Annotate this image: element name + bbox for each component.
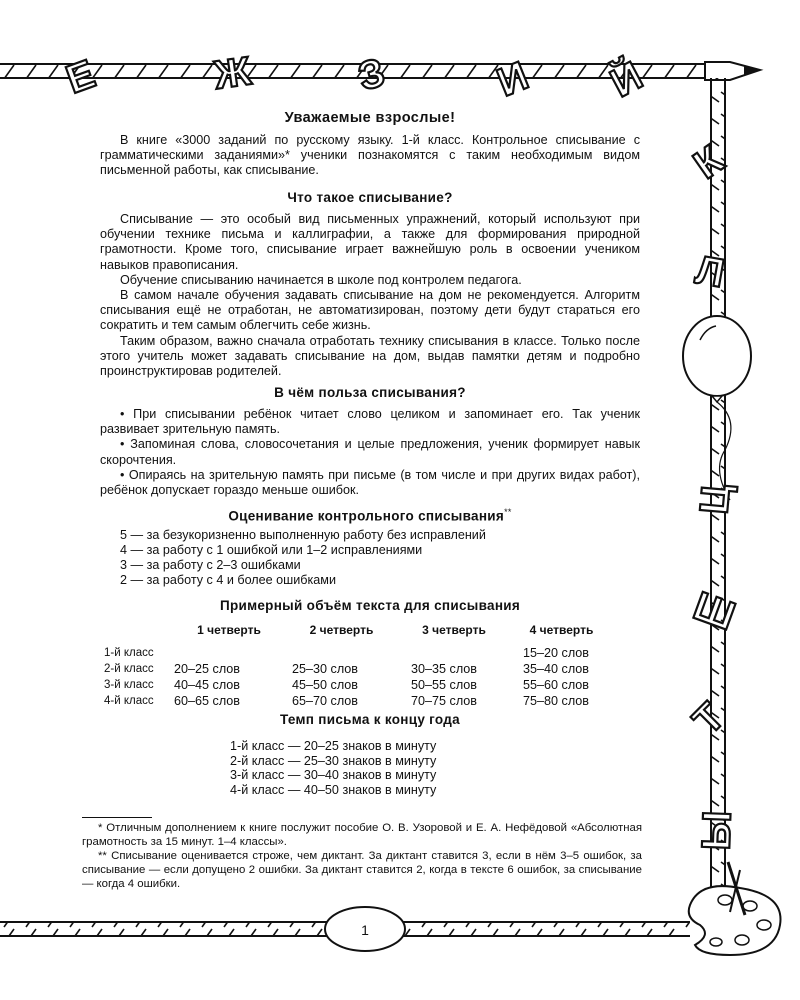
- border-letter: З: [353, 50, 390, 100]
- table-row: [104, 677, 614, 693]
- table-header-row: [104, 623, 614, 645]
- grade-item: 3 — за работу с 2–3 ошибками: [120, 558, 301, 572]
- column-header: 4 четверть: [529, 623, 594, 637]
- tempo-list: [230, 739, 436, 797]
- border-letter: Ц: [692, 482, 739, 516]
- section1-paragraph: Таким образом, важно сначала отработать технику списывания в классе. Только после этого учитель может задавать списывание на дом, выдав памятки детям и подробно проинструктировав родителей.: [100, 333, 640, 379]
- table-cell: 40–45 слов: [174, 678, 241, 692]
- tempo-item: 2-й класс — 25–30 знаков в минуту: [230, 753, 437, 768]
- column-header: 1 четверть: [197, 623, 261, 637]
- table-cell: 55–60 слов: [523, 678, 590, 692]
- section1-paragraph: Списывание — это особый вид письменных упражнений, который используют при обучении технике письма и каллиграфии, а также для формирования природной грамотности. Кроме того, списывание играет важнейшую роль в освоении учеником навыков правописания.: [100, 212, 640, 272]
- grades-list: [120, 528, 486, 588]
- section-heading-benefit: В чём польза списывания?: [274, 385, 466, 400]
- column-header: 3 четверть: [422, 623, 486, 637]
- section1-paragraph: Обучение списыванию начинается в школе под контролем педагога.: [120, 272, 522, 287]
- table-cell: 45–50 слов: [292, 678, 359, 692]
- footnote-separator: [82, 817, 152, 818]
- grade-item: 4 — за работу с 1 ошибкой или 1–2 исправлениями: [120, 543, 423, 557]
- section-heading-tempo: Темп письма к концу года: [280, 712, 460, 727]
- table-cell: 20–25 слов: [174, 662, 241, 676]
- table-cell: [174, 645, 284, 661]
- tempo-item: 1-й класс — 20–25 знаков в минуту: [230, 739, 437, 753]
- volume-table: [104, 623, 614, 709]
- row-label: 2-й класс: [104, 663, 154, 675]
- table-cell: 15–20 слов: [523, 646, 590, 660]
- grade-item: 5 — за безукоризненно выполненную работу без исправлений: [120, 528, 486, 542]
- page-title: Уважаемые взрослые!: [284, 110, 456, 126]
- table-cell: 50–55 слов: [411, 678, 478, 692]
- benefit-bullet: • Опираясь на зрительную память при письме (в том числе и при других видах работ), ребёнок допускает гораздо меньше ошибок.: [100, 467, 640, 498]
- table-cell: 30–35 слов: [411, 662, 478, 676]
- table-cell: [284, 645, 399, 661]
- section1-paragraph: В самом начале обучения задавать списывание на дом не рекомендуется. Алгоритм списывания ещё не отработан, не автоматизирован, поэтому дети будут стараться его сократить и тем самым облегчить себе жизнь.: [100, 288, 640, 333]
- footnote: ** Списывание оценивается строже, чем диктант. За диктант ставится 3, если в нём 3–5 ошибок, за списывание — если допущено 2 ошибки. За диктант ставится 2, когда в тексте 6 ошибок, за списывание — когда 4 ошибки.: [82, 850, 642, 890]
- border-letter: К: [685, 137, 732, 188]
- table-cell: [399, 645, 509, 661]
- table-row: [104, 693, 614, 709]
- top-border-strip: [0, 64, 705, 78]
- pencil-tip-icon: [705, 62, 760, 80]
- grading-heading-text: Оценивание контрольного списывания: [228, 508, 505, 524]
- border-letter: Ж: [211, 49, 254, 98]
- benefit-bullet: • Запоминая слова, словосочетания и целые предложения, ученик формирует навык скорочтения.: [100, 437, 640, 467]
- row-label: 1-й класс: [104, 647, 154, 659]
- footnote: * Отличным дополнением к книге послужит пособие О. В. Узоровой и Е. А. Нефёдовой «Абсолютная грамотность за 15 минут. 1–4 классы».: [82, 822, 642, 848]
- table-cell: 75–80 слов: [523, 694, 590, 708]
- page-number: 1: [361, 922, 369, 938]
- tempo-item: 4-й класс — 40–50 знаков в минуту: [230, 782, 437, 797]
- border-letter: Е: [60, 51, 101, 103]
- section2-body: [100, 407, 640, 498]
- row-label: 4-й класс: [104, 695, 154, 707]
- border-letter: Й: [603, 53, 650, 106]
- border-letter: Т: [684, 694, 734, 744]
- border-letter: Ы: [694, 810, 740, 851]
- intro-block: [100, 133, 640, 179]
- table-cell: 70–75 слов: [411, 694, 478, 708]
- footnotes: [82, 821, 642, 891]
- border-letter: Ш: [687, 583, 741, 639]
- palette-icon: [689, 862, 781, 955]
- row-label: 3-й класс: [104, 679, 154, 691]
- column-header: 2 четверть: [309, 623, 374, 637]
- grade-item: 2 — за работу с 4 и более ошибками: [120, 573, 336, 587]
- border-letter: Л: [692, 247, 728, 297]
- table-row: [104, 645, 614, 661]
- section-heading-grading: [100, 507, 640, 524]
- footnote-mark: **: [504, 507, 512, 517]
- section-heading-volume: Примерный объём текста для списывания: [219, 598, 521, 613]
- table-row: [104, 661, 614, 677]
- section1-body: [100, 212, 640, 379]
- border-letter: И: [491, 53, 535, 106]
- table-cell: 65–70 слов: [292, 694, 359, 708]
- table-cell: 35–40 слов: [523, 662, 590, 676]
- tempo-item: 3-й класс — 30–40 знаков в минуту: [230, 768, 437, 783]
- intro-paragraph: В книге «3000 заданий по русскому языку. 1-й класс. Контрольное списывание с грамматическими заданиями»* ученики познакомятся с таким необходимым видом письменной работы, как списывание.: [100, 133, 640, 178]
- benefit-bullet: • При списывании ребёнок читает слово целиком и запоминает его. Так ученик развивает зрительную память.: [100, 407, 640, 437]
- table-cell: 25–30 слов: [292, 662, 359, 676]
- table-cell: 60–65 слов: [174, 694, 241, 708]
- section-heading-what-is: Что такое списывание?: [287, 190, 453, 205]
